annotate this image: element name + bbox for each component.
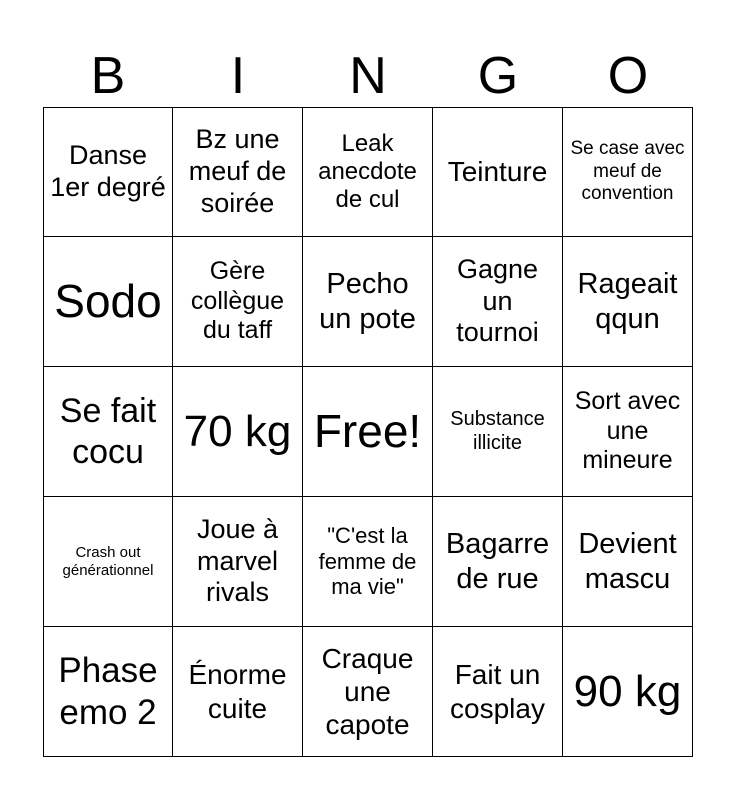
bingo-cell[interactable] <box>173 367 303 497</box>
bingo-cell[interactable] <box>303 107 433 237</box>
bingo-cell[interactable] <box>173 497 303 627</box>
bingo-cell[interactable] <box>563 237 693 367</box>
header-letter-g: G <box>477 47 519 105</box>
bingo-cell[interactable] <box>563 627 693 757</box>
bingo-cell[interactable] <box>43 497 173 627</box>
bingo-cell[interactable] <box>563 497 693 627</box>
bingo-cell[interactable] <box>303 627 433 757</box>
bingo-cell-text: Substance illicite <box>450 407 545 454</box>
bingo-board <box>43 107 693 757</box>
bingo-cell-text: Danse 1er degré <box>50 140 166 202</box>
bingo-cell[interactable] <box>173 237 303 367</box>
bingo-cell-text: Rageait qqun <box>577 268 678 335</box>
bingo-cell[interactable] <box>43 627 173 757</box>
header-letter-i: I <box>230 47 246 105</box>
bingo-cell-text: Bagarre de rue <box>445 528 550 595</box>
bingo-cell[interactable] <box>433 237 563 367</box>
bingo-cell-text: Pecho un pote <box>319 268 416 335</box>
bingo-cell[interactable] <box>173 107 303 237</box>
bingo-cell[interactable] <box>563 367 693 497</box>
bingo-cell[interactable] <box>43 367 173 497</box>
bingo-cell-text: Joue à marvel rivals <box>196 513 279 608</box>
bingo-cell-text: Crash out générationnel <box>62 543 154 579</box>
bingo-cell-text: "C'est la femme de ma vie" <box>318 522 417 600</box>
bingo-header <box>43 44 693 108</box>
bingo-cell-text: Leak anecdote de cul <box>318 129 417 214</box>
bingo-cell[interactable] <box>433 107 563 237</box>
bingo-cell[interactable] <box>43 237 173 367</box>
bingo-cell-text: Teinture <box>447 156 548 188</box>
bingo-cell[interactable] <box>303 367 433 497</box>
bingo-cell-text: Énorme cuite <box>188 659 287 724</box>
bingo-cell[interactable] <box>433 627 563 757</box>
bingo-cell-text: Se case avec meuf de convention <box>570 138 685 205</box>
bingo-cell-text: Sodo <box>54 275 162 328</box>
bingo-cell-text: Phase emo 2 <box>58 651 158 732</box>
bingo-cell-text: 90 kg <box>573 666 682 716</box>
bingo-cell-text: Se fait cocu <box>59 392 157 471</box>
header-letter-o: O <box>607 47 649 105</box>
bingo-cell[interactable] <box>433 367 563 497</box>
bingo-cell[interactable] <box>563 107 693 237</box>
bingo-cell-text: Craque une capote <box>321 642 414 741</box>
header-letter-b: B <box>90 47 126 105</box>
bingo-cell-text: Bz une meuf de soirée <box>188 124 287 218</box>
bingo-cell-text: Sort avec une mineure <box>574 387 681 475</box>
bingo-cell-text: Devient mascu <box>578 528 677 595</box>
bingo-cell[interactable] <box>43 107 173 237</box>
header-letter-n: N <box>349 47 387 105</box>
bingo-cell-text: 70 kg <box>183 406 292 456</box>
bingo-cell[interactable] <box>173 627 303 757</box>
bingo-cell-text: Gagne un tournoi <box>456 253 539 348</box>
bingo-cell[interactable] <box>303 237 433 367</box>
bingo-cell-text: Fait un cosplay <box>450 659 545 724</box>
bingo-cell-text: Free! <box>313 405 422 458</box>
bingo-cell[interactable] <box>433 497 563 627</box>
bingo-cell-text: Gère collègue du taff <box>190 257 285 345</box>
bingo-cell[interactable] <box>303 497 433 627</box>
